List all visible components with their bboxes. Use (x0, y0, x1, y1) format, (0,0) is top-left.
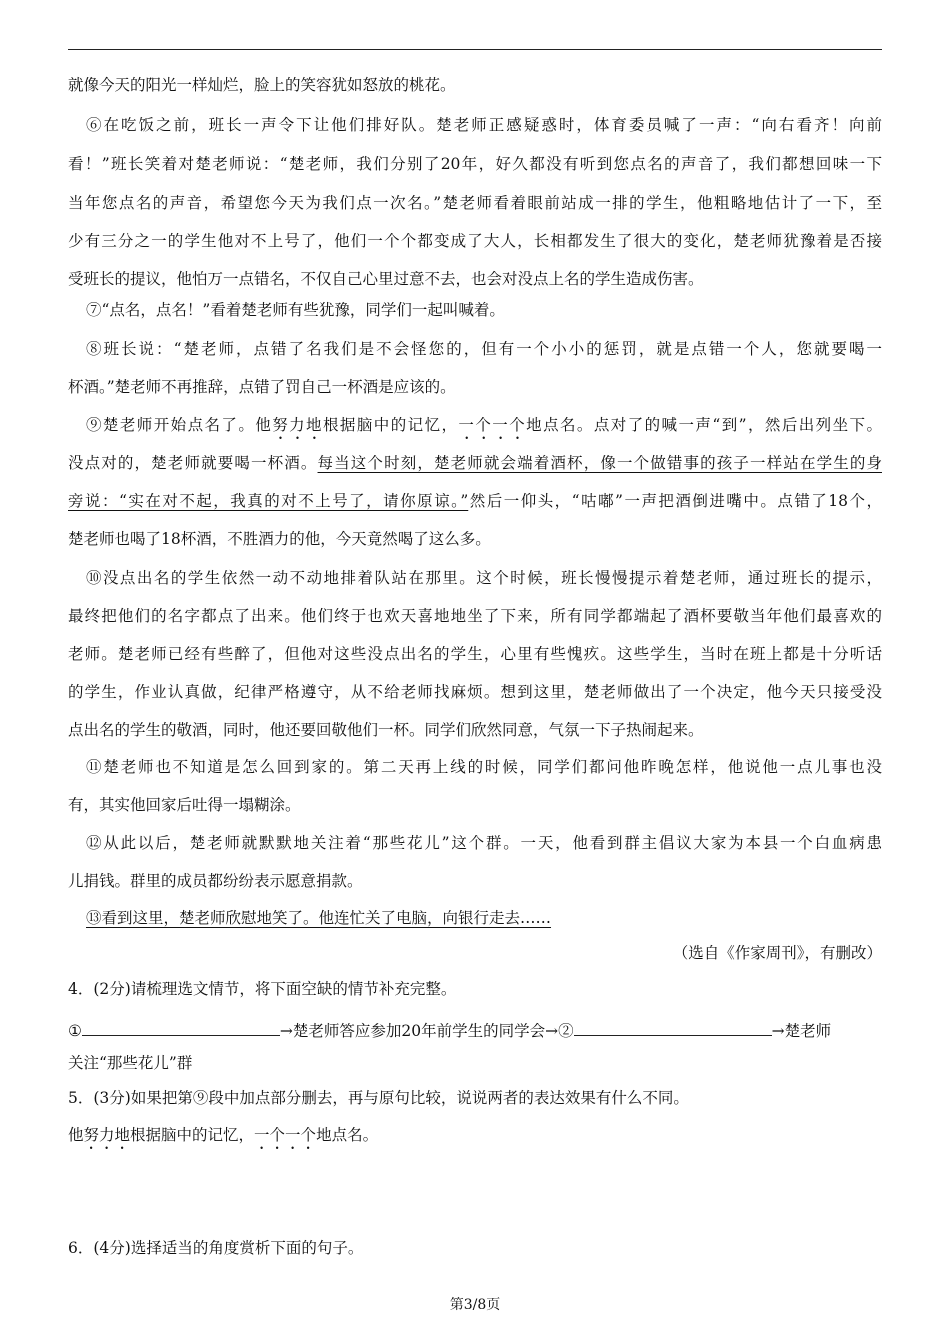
question-4-answer-line: ① →楚老师答应参加20年前学生的同学会→② →楚老师 (68, 1019, 882, 1042)
question-4-line2: 关注“那些花儿”群 (68, 1054, 193, 1072)
paragraph-7: ⑦“点名，点名！”看着楚老师有些犹豫，同学们一起叫喊着。 (86, 301, 505, 319)
underlined-sentence-cont: 旁说：“实在对不起，我真的对不上号了，请你原谅。” (68, 492, 469, 510)
question-5-stem: 5．(3分)如果把第⑨段中加点部分删去，再与原句比较，说说两者的表达效果有什么不同。 (68, 1089, 689, 1107)
header-rule (68, 49, 882, 50)
question-6-stem: 6．(4分)选择适当的角度赏析下面的句子。 (68, 1239, 364, 1257)
source-citation: （选自《作家周刊》，有删改） (672, 944, 882, 962)
answer-blank-2[interactable] (574, 1019, 772, 1036)
underlined-sentence: 每当这个时刻，楚老师就会端着酒杯，像一个做错事的孩子一样站在学生的身 (317, 454, 882, 472)
question-5-sentence: 他努力地根据脑中的记忆，一个一个地点名。 (68, 1126, 379, 1144)
dotted-phrase-1: 努力地 (272, 416, 323, 434)
answer-blank-1[interactable] (82, 1019, 280, 1036)
paragraph-13: ⑬看到这里，楚老师欣慰地笑了。他连忙关了电脑，向银行走去…… (86, 909, 552, 927)
dotted-phrase-2: 一个一个 (458, 416, 527, 434)
page-number: 第3/8页 (449, 1297, 501, 1313)
question-4-stem: 4．(2分)请梳理选文情节，将下面空缺的情节补充完整。 (68, 980, 457, 998)
paragraph-5-tail: 就像今天的阳光一样灿烂，脸上的笑容犹如怒放的桃花。 (68, 76, 456, 94)
